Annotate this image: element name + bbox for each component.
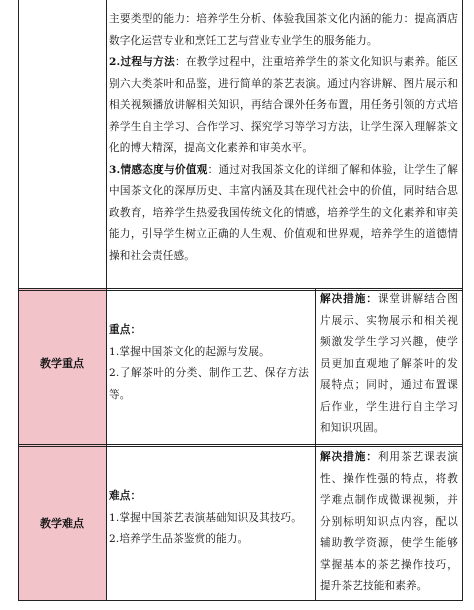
key-points-solution-heading: 解决措施： [320, 293, 378, 305]
difficult-points-solution [320, 447, 458, 598]
key-points-solution-body: 课堂讲解结合图片展示、实物展示和相关视频激发学生学习兴趣，使学员更加直观地了解茶叶的发展特点；同时，通过布置课后作业，学生进行自主学习和知识巩固。 [320, 293, 458, 434]
key-points-label: 教学重点 [40, 357, 84, 370]
difficult-point-item-1: 1.掌握中国茶艺表演基础知识及其技巧。 [109, 511, 303, 524]
table-border-right [462, 0, 463, 601]
emotion-value-objective [109, 160, 458, 268]
emotion-value-heading: 3.情感态度与价值观 [109, 163, 208, 176]
difficult-points-title: 难点： [109, 490, 142, 502]
key-points-solution [320, 289, 458, 440]
key-points-content [109, 320, 309, 406]
table-border-solution [315, 289, 316, 601]
process-method-heading: 2.过程与方法 [109, 56, 175, 68]
emotion-value-body: ：通过对我国茶文化的详细了解和体验，让学生了解中国茶文化的深厚历史、丰富内涵及其在现代社会中的价值，同时结合思政教育，培养学生热爱我国传统文化的情感，培养学生的文化素养和审美能力，引导学生树立正确的人生观、价值观和世界观，培养学生的道德情操和社会责任感。 [109, 163, 458, 262]
key-points-title: 重点： [109, 324, 142, 336]
objectives-text [109, 9, 458, 267]
table-border-left [18, 0, 19, 601]
key-point-item-2: 2.了解茶叶的分类、制作工艺、保存方法等。 [109, 367, 309, 401]
process-method-body: ：在教学过程中，注重培养学生的茶文化知识与素养。能区别六大类茶叶和品鉴，进行简单的茶艺表演。通过内容讲解、图片展示和相关视频播放讲解相关知识，再结合课外任务布置，用任务引领的方式培养学生自主学习、合作学习、探究学习等学习方法，让学生深入理解茶文化的博大精深，提高文化素养和审美水平。 [109, 56, 458, 154]
process-method-objective [109, 52, 458, 160]
difficult-points-solution-heading: 解决措施： [320, 451, 378, 463]
difficult-point-item-2: 2.培养学生品茶鉴赏的能力。 [109, 533, 249, 545]
key-point-item-1: 1.掌握中国茶文化的起源与发展。 [109, 345, 270, 358]
ability-objective-tail: 主要类型的能力：培养学生分析、体验我国茶文化内涵的能力：提高酒店数字化运营专业和烹饪工艺与营业专业学生的服务能力。 [109, 13, 458, 47]
difficult-points-label: 教学难点 [40, 517, 84, 530]
difficult-points-solution-body: 利用茶艺课表演性、操作性强的特点，将教学难点制作成微课视频，并分别标明知识点内容，配以辅助教学资源，使学生能够掌握基本的茶艺操作技巧，提升茶艺技能和素养。 [320, 451, 458, 592]
row-divider-2 [18, 444, 463, 445]
difficult-points-content [109, 486, 309, 551]
table-border-bottom [18, 600, 463, 601]
table-border-label [106, 0, 107, 601]
